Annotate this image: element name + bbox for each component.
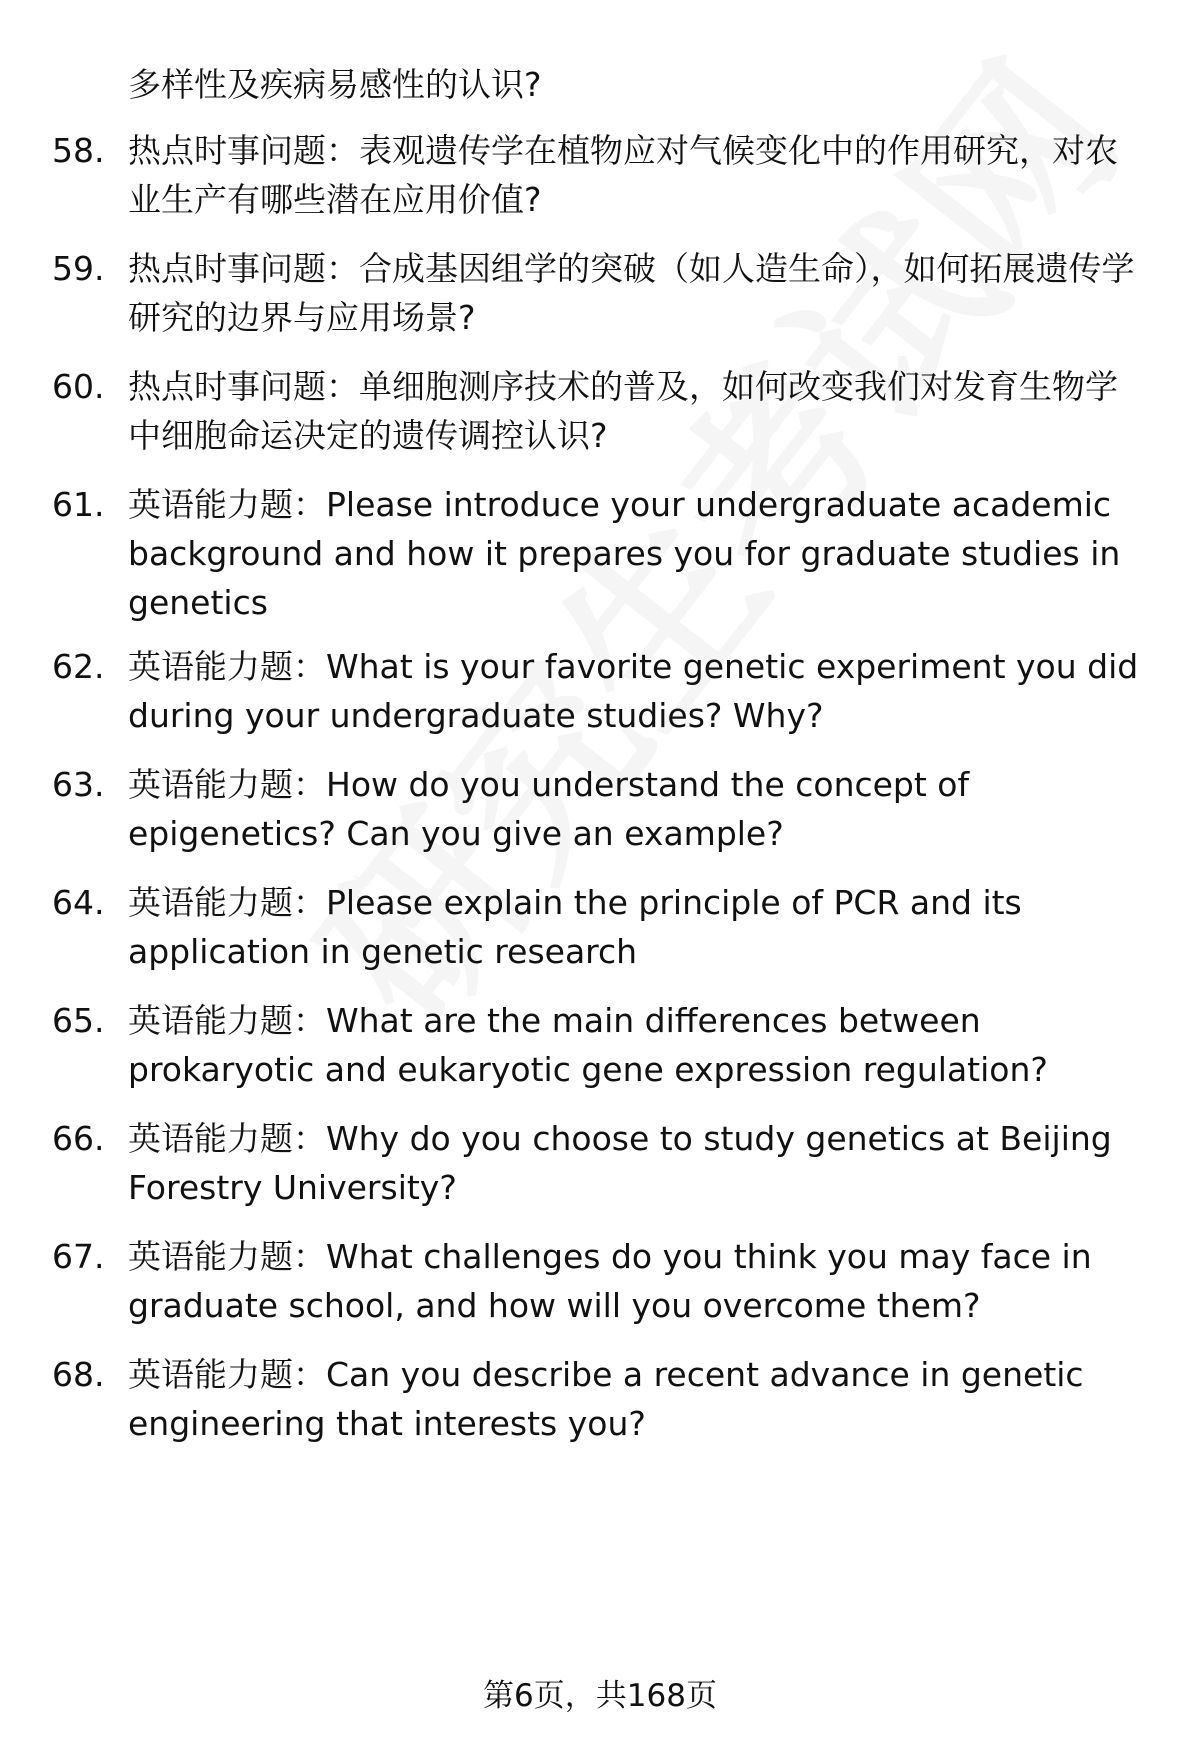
item-number: 64.: [52, 883, 105, 922]
list-item: [52, 126, 1142, 224]
item-text: 英语能力题：How do you understand the concept of epigenetics? Can you give an example?: [128, 765, 970, 853]
item-number: 66.: [52, 1119, 105, 1158]
list-item: [52, 1114, 1142, 1212]
list-item: [52, 1232, 1142, 1330]
item-text: 英语能力题：What is your favorite genetic experiment you did during your undergraduate studies? Why?: [128, 647, 1139, 735]
continued-text: 多样性及疾病易感性的认识?: [128, 65, 542, 104]
item-number: 61.: [52, 485, 105, 524]
item-text: 英语能力题：Please introduce your undergraduate academic background and how it prepares you for graduate studies in genetics: [128, 485, 1121, 622]
item-text: 英语能力题：Can you describe a recent advance in genetic engineering that interests you?: [128, 1355, 1084, 1443]
list-item: [52, 996, 1142, 1094]
list-item: [52, 878, 1142, 976]
item-text: 英语能力题：Please explain the principle of PCR and its application in genetic research: [128, 883, 1022, 971]
list-item: [52, 642, 1142, 740]
item-text: 英语能力题：What challenges do you think you may face in graduate school, and how will you overcome them?: [128, 1237, 1092, 1325]
list-item: [52, 480, 1142, 627]
item-number: 68.: [52, 1355, 105, 1394]
item-number: 58.: [52, 131, 105, 170]
item-number: 60.: [52, 367, 105, 406]
item-text: 英语能力题：What are the main differences between prokaryotic and eukaryotic gene expression regulation?: [128, 1001, 1048, 1089]
item-text: 热点时事问题：单细胞测序技术的普及，如何改变我们对发育生物学中细胞命运决定的遗传调控认识?: [128, 367, 1118, 455]
item-text: 英语能力题：Why do you choose to study genetics at Beijing Forestry University?: [128, 1119, 1112, 1207]
item-number: 65.: [52, 1001, 105, 1040]
list-item: [52, 760, 1142, 858]
item-number: 67.: [52, 1237, 105, 1276]
item-number: 62.: [52, 647, 105, 686]
page-footer: 第6页，共168页: [483, 1678, 717, 1714]
list-item: [52, 244, 1142, 342]
list-item: [52, 1350, 1142, 1448]
item-number: 63.: [52, 765, 105, 804]
item-text: 热点时事问题：表观遗传学在植物应对气候变化中的作用研究，对农业生产有哪些潜在应用价值?: [128, 131, 1118, 219]
item-number: 59.: [52, 249, 105, 288]
list-item: [52, 362, 1142, 460]
item-text: 热点时事问题：合成基因组学的突破（如人造生命），如何拓展遗传学研究的边界与应用场景?: [128, 249, 1135, 337]
